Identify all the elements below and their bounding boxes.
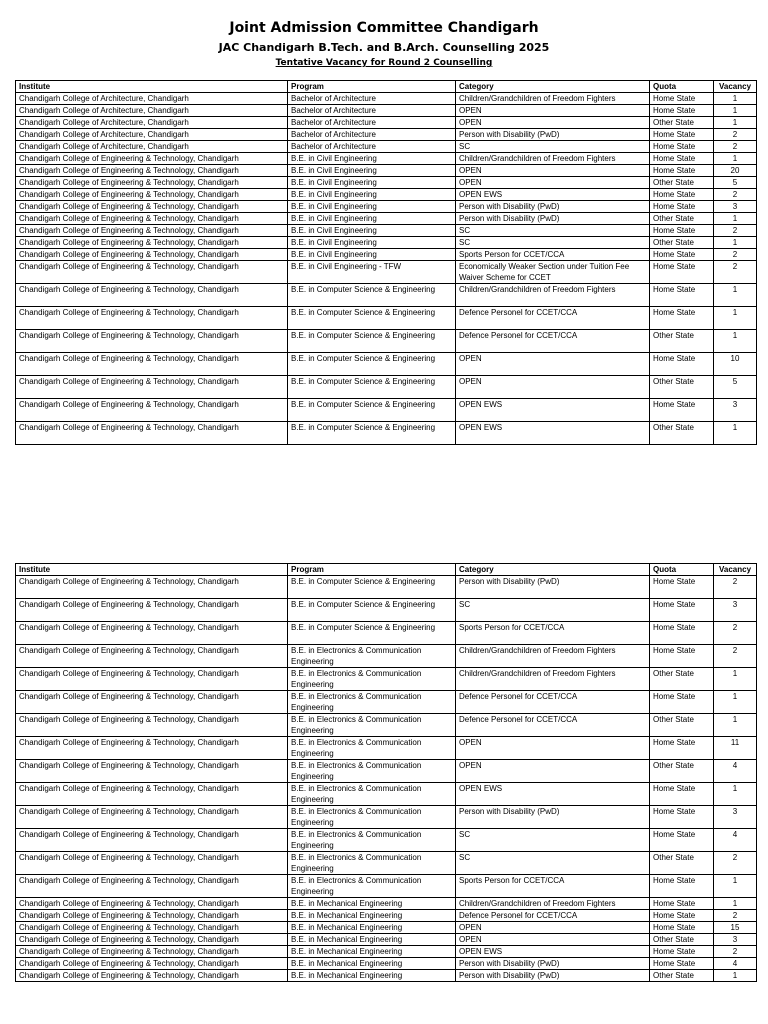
cell-vacancy: 3 bbox=[714, 201, 757, 213]
cell-vacancy: 2 bbox=[714, 129, 757, 141]
cell-institute: Chandigarh College of Engineering & Technology, Chandigarh bbox=[16, 829, 288, 852]
vacancy-table-2 bbox=[15, 563, 757, 982]
cell-vacancy: 3 bbox=[714, 399, 757, 422]
cell-institute: Chandigarh College of Engineering & Technology, Chandigarh bbox=[16, 760, 288, 783]
cell-quota: Other State bbox=[650, 714, 714, 737]
cell-program: B.E. in Civil Engineering bbox=[288, 213, 456, 225]
table-row bbox=[16, 201, 757, 213]
cell-vacancy: 1 bbox=[714, 783, 757, 806]
cell-quota: Other State bbox=[650, 177, 714, 189]
cell-category: OPEN bbox=[456, 105, 650, 117]
cell-program: Bachelor of Architecture bbox=[288, 117, 456, 129]
cell-category: SC bbox=[456, 225, 650, 237]
cell-program: B.E. in Computer Science & Engineering bbox=[288, 576, 456, 599]
table-row bbox=[16, 852, 757, 875]
cell-quota: Home State bbox=[650, 806, 714, 829]
cell-vacancy: 1 bbox=[714, 307, 757, 330]
table-row bbox=[16, 261, 757, 284]
cell-program: Bachelor of Architecture bbox=[288, 141, 456, 153]
table-row bbox=[16, 189, 757, 201]
cell-quota: Other State bbox=[650, 117, 714, 129]
cell-institute: Chandigarh College of Engineering & Technology, Chandigarh bbox=[16, 153, 288, 165]
cell-vacancy: 2 bbox=[714, 946, 757, 958]
cell-institute: Chandigarh College of Engineering & Technology, Chandigarh bbox=[16, 946, 288, 958]
cell-vacancy: 3 bbox=[714, 934, 757, 946]
cell-program: B.E. in Civil Engineering bbox=[288, 237, 456, 249]
cell-program: B.E. in Civil Engineering - TFW bbox=[288, 261, 456, 284]
table-row bbox=[16, 213, 757, 225]
cell-category: Person with Disability (PwD) bbox=[456, 806, 650, 829]
cell-program: B.E. in Civil Engineering bbox=[288, 165, 456, 177]
col-quota: Quota bbox=[650, 564, 714, 576]
cell-quota: Home State bbox=[650, 261, 714, 284]
table-row bbox=[16, 922, 757, 934]
table-row bbox=[16, 330, 757, 353]
cell-program: B.E. in Computer Science & Engineering bbox=[288, 599, 456, 622]
cell-category: SC bbox=[456, 829, 650, 852]
cell-institute: Chandigarh College of Engineering & Technology, Chandigarh bbox=[16, 910, 288, 922]
cell-institute: Chandigarh College of Engineering & Technology, Chandigarh bbox=[16, 213, 288, 225]
cell-program: B.E. in Computer Science & Engineering bbox=[288, 376, 456, 399]
cell-vacancy: 15 bbox=[714, 922, 757, 934]
cell-institute: Chandigarh College of Engineering & Technology, Chandigarh bbox=[16, 691, 288, 714]
table-row bbox=[16, 622, 757, 645]
cell-quota: Home State bbox=[650, 910, 714, 922]
cell-vacancy: 1 bbox=[714, 93, 757, 105]
cell-quota: Home State bbox=[650, 898, 714, 910]
cell-vacancy: 1 bbox=[714, 714, 757, 737]
table-row bbox=[16, 760, 757, 783]
cell-category: Children/Grandchildren of Freedom Fighters bbox=[456, 668, 650, 691]
table-row bbox=[16, 376, 757, 399]
cell-vacancy: 2 bbox=[714, 910, 757, 922]
cell-institute: Chandigarh College of Engineering & Technology, Chandigarh bbox=[16, 783, 288, 806]
table-row bbox=[16, 353, 757, 376]
cell-program: B.E. in Electronics & Communication Engineering bbox=[288, 714, 456, 737]
table-row bbox=[16, 153, 757, 165]
cell-vacancy: 1 bbox=[714, 105, 757, 117]
col-category: Category bbox=[456, 81, 650, 93]
cell-vacancy: 1 bbox=[714, 875, 757, 898]
cell-institute: Chandigarh College of Engineering & Technology, Chandigarh bbox=[16, 177, 288, 189]
cell-program: B.E. in Civil Engineering bbox=[288, 189, 456, 201]
cell-institute: Chandigarh College of Engineering & Technology, Chandigarh bbox=[16, 576, 288, 599]
page-title: Joint Admission Committee Chandigarh bbox=[229, 20, 539, 36]
table-row bbox=[16, 117, 757, 129]
cell-category: Person with Disability (PwD) bbox=[456, 576, 650, 599]
table-row bbox=[16, 783, 757, 806]
cell-quota: Home State bbox=[650, 829, 714, 852]
cell-quota: Home State bbox=[650, 353, 714, 376]
cell-category: Defence Personel for CCET/CCA bbox=[456, 714, 650, 737]
cell-quota: Home State bbox=[650, 599, 714, 622]
cell-quota: Other State bbox=[650, 422, 714, 445]
cell-vacancy: 4 bbox=[714, 829, 757, 852]
cell-institute: Chandigarh College of Architecture, Chandigarh bbox=[16, 129, 288, 141]
table-caption: Tentative Vacancy for Round 2 Counselling bbox=[275, 58, 493, 68]
cell-program: B.E. in Mechanical Engineering bbox=[288, 946, 456, 958]
cell-quota: Other State bbox=[650, 934, 714, 946]
cell-category: Defence Personel for CCET/CCA bbox=[456, 307, 650, 330]
cell-institute: Chandigarh College of Engineering & Technology, Chandigarh bbox=[16, 165, 288, 177]
cell-category: OPEN bbox=[456, 177, 650, 189]
cell-institute: Chandigarh College of Engineering & Technology, Chandigarh bbox=[16, 934, 288, 946]
cell-program: B.E. in Electronics & Communication Engineering bbox=[288, 645, 456, 668]
table-row bbox=[16, 249, 757, 261]
cell-quota: Home State bbox=[650, 284, 714, 307]
col-category: Category bbox=[456, 564, 650, 576]
table-row bbox=[16, 645, 757, 668]
cell-program: B.E. in Computer Science & Engineering bbox=[288, 307, 456, 330]
cell-vacancy: 2 bbox=[714, 225, 757, 237]
cell-category: Children/Grandchildren of Freedom Fighters bbox=[456, 153, 650, 165]
table-row bbox=[16, 177, 757, 189]
cell-program: B.E. in Computer Science & Engineering bbox=[288, 622, 456, 645]
cell-institute: Chandigarh College of Engineering & Technology, Chandigarh bbox=[16, 189, 288, 201]
cell-quota: Home State bbox=[650, 165, 714, 177]
cell-vacancy: 20 bbox=[714, 165, 757, 177]
table-row bbox=[16, 829, 757, 852]
cell-quota: Home State bbox=[650, 576, 714, 599]
table-row bbox=[16, 714, 757, 737]
cell-quota: Home State bbox=[650, 249, 714, 261]
table-row bbox=[16, 422, 757, 445]
cell-category: Economically Weaker Section under Tuition Fee Waiver Scheme for CCET bbox=[456, 261, 650, 284]
cell-program: B.E. in Civil Engineering bbox=[288, 249, 456, 261]
cell-institute: Chandigarh College of Engineering & Technology, Chandigarh bbox=[16, 958, 288, 970]
cell-category: Person with Disability (PwD) bbox=[456, 970, 650, 982]
cell-category: Person with Disability (PwD) bbox=[456, 201, 650, 213]
cell-quota: Home State bbox=[650, 153, 714, 165]
cell-vacancy: 1 bbox=[714, 117, 757, 129]
cell-category: OPEN bbox=[456, 934, 650, 946]
col-vacancy: Vacancy bbox=[714, 564, 757, 576]
cell-vacancy: 2 bbox=[714, 852, 757, 875]
cell-category: Defence Personel for CCET/CCA bbox=[456, 910, 650, 922]
col-program: Program bbox=[288, 564, 456, 576]
cell-institute: Chandigarh College of Engineering & Technology, Chandigarh bbox=[16, 898, 288, 910]
col-quota: Quota bbox=[650, 81, 714, 93]
cell-vacancy: 1 bbox=[714, 237, 757, 249]
cell-vacancy: 1 bbox=[714, 422, 757, 445]
cell-quota: Home State bbox=[650, 783, 714, 806]
cell-category: OPEN bbox=[456, 353, 650, 376]
cell-program: Bachelor of Architecture bbox=[288, 129, 456, 141]
cell-institute: Chandigarh College of Engineering & Technology, Chandigarh bbox=[16, 599, 288, 622]
cell-category: SC bbox=[456, 141, 650, 153]
table-row bbox=[16, 934, 757, 946]
cell-category: OPEN bbox=[456, 922, 650, 934]
cell-vacancy: 2 bbox=[714, 261, 757, 284]
cell-program: B.E. in Electronics & Communication Engineering bbox=[288, 806, 456, 829]
cell-program: B.E. in Electronics & Communication Engineering bbox=[288, 668, 456, 691]
cell-vacancy: 3 bbox=[714, 599, 757, 622]
cell-vacancy: 2 bbox=[714, 141, 757, 153]
cell-vacancy: 4 bbox=[714, 760, 757, 783]
table-row bbox=[16, 946, 757, 958]
cell-vacancy: 1 bbox=[714, 284, 757, 307]
cell-program: B.E. in Electronics & Communication Engineering bbox=[288, 760, 456, 783]
cell-institute: Chandigarh College of Engineering & Technology, Chandigarh bbox=[16, 714, 288, 737]
cell-institute: Chandigarh College of Engineering & Technology, Chandigarh bbox=[16, 852, 288, 875]
col-institute: Institute bbox=[16, 81, 288, 93]
cell-institute: Chandigarh College of Engineering & Technology, Chandigarh bbox=[16, 922, 288, 934]
cell-institute: Chandigarh College of Engineering & Technology, Chandigarh bbox=[16, 201, 288, 213]
cell-category: OPEN EWS bbox=[456, 399, 650, 422]
cell-institute: Chandigarh College of Engineering & Technology, Chandigarh bbox=[16, 668, 288, 691]
cell-program: B.E. in Computer Science & Engineering bbox=[288, 422, 456, 445]
cell-institute: Chandigarh College of Architecture, Chandigarh bbox=[16, 141, 288, 153]
cell-program: Bachelor of Architecture bbox=[288, 105, 456, 117]
cell-quota: Home State bbox=[650, 225, 714, 237]
cell-program: B.E. in Computer Science & Engineering bbox=[288, 330, 456, 353]
cell-quota: Home State bbox=[650, 737, 714, 760]
cell-category: OPEN EWS bbox=[456, 189, 650, 201]
cell-category: OPEN bbox=[456, 165, 650, 177]
cell-institute: Chandigarh College of Architecture, Chandigarh bbox=[16, 117, 288, 129]
cell-program: Bachelor of Architecture bbox=[288, 93, 456, 105]
cell-vacancy: 4 bbox=[714, 958, 757, 970]
cell-category: SC bbox=[456, 599, 650, 622]
cell-quota: Home State bbox=[650, 958, 714, 970]
cell-quota: Home State bbox=[650, 141, 714, 153]
cell-institute: Chandigarh College of Engineering & Technology, Chandigarh bbox=[16, 645, 288, 668]
table-row bbox=[16, 576, 757, 599]
col-program: Program bbox=[288, 81, 456, 93]
table-row bbox=[16, 307, 757, 330]
cell-quota: Home State bbox=[650, 93, 714, 105]
cell-institute: Chandigarh College of Engineering & Technology, Chandigarh bbox=[16, 237, 288, 249]
cell-program: B.E. in Electronics & Communication Engineering bbox=[288, 783, 456, 806]
cell-program: B.E. in Civil Engineering bbox=[288, 153, 456, 165]
cell-institute: Chandigarh College of Engineering & Technology, Chandigarh bbox=[16, 422, 288, 445]
cell-vacancy: 1 bbox=[714, 153, 757, 165]
table-row bbox=[16, 599, 757, 622]
cell-institute: Chandigarh College of Engineering & Technology, Chandigarh bbox=[16, 622, 288, 645]
cell-institute: Chandigarh College of Architecture, Chandigarh bbox=[16, 105, 288, 117]
cell-institute: Chandigarh College of Engineering & Technology, Chandigarh bbox=[16, 249, 288, 261]
cell-category: Children/Grandchildren of Freedom Fighters bbox=[456, 93, 650, 105]
cell-vacancy: 5 bbox=[714, 376, 757, 399]
cell-category: Children/Grandchildren of Freedom Fighters bbox=[456, 284, 650, 307]
table-row bbox=[16, 806, 757, 829]
cell-institute: Chandigarh College of Engineering & Technology, Chandigarh bbox=[16, 875, 288, 898]
cell-category: OPEN EWS bbox=[456, 783, 650, 806]
cell-category: Person with Disability (PwD) bbox=[456, 213, 650, 225]
cell-quota: Home State bbox=[650, 691, 714, 714]
cell-institute: Chandigarh College of Engineering & Technology, Chandigarh bbox=[16, 307, 288, 330]
cell-category: OPEN bbox=[456, 737, 650, 760]
cell-program: B.E. in Civil Engineering bbox=[288, 177, 456, 189]
cell-vacancy: 1 bbox=[714, 691, 757, 714]
cell-quota: Home State bbox=[650, 201, 714, 213]
cell-institute: Chandigarh College of Engineering & Technology, Chandigarh bbox=[16, 970, 288, 982]
cell-institute: Chandigarh College of Engineering & Technology, Chandigarh bbox=[16, 399, 288, 422]
cell-program: B.E. in Mechanical Engineering bbox=[288, 898, 456, 910]
cell-institute: Chandigarh College of Engineering & Technology, Chandigarh bbox=[16, 261, 288, 284]
cell-institute: Chandigarh College of Engineering & Technology, Chandigarh bbox=[16, 376, 288, 399]
table-row bbox=[16, 237, 757, 249]
cell-institute: Chandigarh College of Engineering & Technology, Chandigarh bbox=[16, 806, 288, 829]
cell-program: B.E. in Mechanical Engineering bbox=[288, 922, 456, 934]
cell-category: Defence Personel for CCET/CCA bbox=[456, 691, 650, 714]
cell-category: Defence Personel for CCET/CCA bbox=[456, 330, 650, 353]
table-row bbox=[16, 93, 757, 105]
cell-vacancy: 1 bbox=[714, 213, 757, 225]
table-row bbox=[16, 958, 757, 970]
cell-quota: Other State bbox=[650, 213, 714, 225]
table-row bbox=[16, 898, 757, 910]
cell-category: Person with Disability (PwD) bbox=[456, 958, 650, 970]
cell-vacancy: 2 bbox=[714, 645, 757, 668]
table-row bbox=[16, 225, 757, 237]
cell-quota: Home State bbox=[650, 307, 714, 330]
cell-program: B.E. in Electronics & Communication Engineering bbox=[288, 691, 456, 714]
table-row bbox=[16, 970, 757, 982]
cell-category: Sports Person for CCET/CCA bbox=[456, 622, 650, 645]
cell-quota: Home State bbox=[650, 875, 714, 898]
cell-quota: Home State bbox=[650, 105, 714, 117]
table-row bbox=[16, 691, 757, 714]
table-header-row bbox=[16, 81, 757, 93]
cell-category: OPEN EWS bbox=[456, 422, 650, 445]
table-row bbox=[16, 105, 757, 117]
cell-category: Person with Disability (PwD) bbox=[456, 129, 650, 141]
cell-quota: Home State bbox=[650, 189, 714, 201]
cell-program: B.E. in Civil Engineering bbox=[288, 201, 456, 213]
table-row bbox=[16, 284, 757, 307]
cell-program: B.E. in Mechanical Engineering bbox=[288, 934, 456, 946]
cell-quota: Home State bbox=[650, 922, 714, 934]
cell-program: B.E. in Mechanical Engineering bbox=[288, 958, 456, 970]
cell-quota: Other State bbox=[650, 376, 714, 399]
cell-quota: Other State bbox=[650, 852, 714, 875]
cell-institute: Chandigarh College of Architecture, Chandigarh bbox=[16, 93, 288, 105]
cell-vacancy: 3 bbox=[714, 806, 757, 829]
cell-program: B.E. in Mechanical Engineering bbox=[288, 910, 456, 922]
cell-category: OPEN bbox=[456, 117, 650, 129]
cell-quota: Other State bbox=[650, 760, 714, 783]
cell-institute: Chandigarh College of Engineering & Technology, Chandigarh bbox=[16, 330, 288, 353]
table-row bbox=[16, 668, 757, 691]
cell-category: OPEN EWS bbox=[456, 946, 650, 958]
cell-vacancy: 1 bbox=[714, 668, 757, 691]
cell-program: B.E. in Electronics & Communication Engineering bbox=[288, 737, 456, 760]
cell-vacancy: 2 bbox=[714, 622, 757, 645]
table-row bbox=[16, 910, 757, 922]
cell-category: Sports Person for CCET/CCA bbox=[456, 875, 650, 898]
cell-category: SC bbox=[456, 852, 650, 875]
cell-category: Children/Grandchildren of Freedom Fighters bbox=[456, 898, 650, 910]
cell-institute: Chandigarh College of Engineering & Technology, Chandigarh bbox=[16, 225, 288, 237]
cell-vacancy: 1 bbox=[714, 330, 757, 353]
cell-category: SC bbox=[456, 237, 650, 249]
cell-quota: Home State bbox=[650, 622, 714, 645]
table-header-row bbox=[16, 564, 757, 576]
table-row bbox=[16, 399, 757, 422]
cell-program: B.E. in Computer Science & Engineering bbox=[288, 353, 456, 376]
cell-category: Children/Grandchildren of Freedom Fighters bbox=[456, 645, 650, 668]
cell-program: B.E. in Electronics & Communication Engineering bbox=[288, 875, 456, 898]
cell-quota: Other State bbox=[650, 330, 714, 353]
col-vacancy: Vacancy bbox=[714, 81, 757, 93]
col-institute: Institute bbox=[16, 564, 288, 576]
cell-category: Sports Person for CCET/CCA bbox=[456, 249, 650, 261]
cell-vacancy: 2 bbox=[714, 576, 757, 599]
vacancy-table-1 bbox=[15, 80, 757, 445]
cell-vacancy: 5 bbox=[714, 177, 757, 189]
cell-program: B.E. in Electronics & Communication Engineering bbox=[288, 829, 456, 852]
table-row bbox=[16, 141, 757, 153]
cell-institute: Chandigarh College of Engineering & Technology, Chandigarh bbox=[16, 737, 288, 760]
cell-program: B.E. in Computer Science & Engineering bbox=[288, 284, 456, 307]
cell-quota: Home State bbox=[650, 399, 714, 422]
table-row bbox=[16, 737, 757, 760]
cell-vacancy: 2 bbox=[714, 249, 757, 261]
table-row bbox=[16, 165, 757, 177]
cell-vacancy: 1 bbox=[714, 970, 757, 982]
cell-quota: Other State bbox=[650, 237, 714, 249]
page-subtitle: JAC Chandigarh B.Tech. and B.Arch. Counselling 2025 bbox=[218, 41, 550, 54]
cell-institute: Chandigarh College of Engineering & Technology, Chandigarh bbox=[16, 284, 288, 307]
cell-quota: Other State bbox=[650, 668, 714, 691]
cell-vacancy: 11 bbox=[714, 737, 757, 760]
cell-program: B.E. in Civil Engineering bbox=[288, 225, 456, 237]
cell-quota: Home State bbox=[650, 645, 714, 668]
cell-institute: Chandigarh College of Engineering & Technology, Chandigarh bbox=[16, 353, 288, 376]
cell-category: OPEN bbox=[456, 376, 650, 399]
cell-vacancy: 1 bbox=[714, 898, 757, 910]
table-row bbox=[16, 875, 757, 898]
cell-category: OPEN bbox=[456, 760, 650, 783]
cell-quota: Home State bbox=[650, 129, 714, 141]
cell-program: B.E. in Electronics & Communication Engineering bbox=[288, 852, 456, 875]
table-row bbox=[16, 129, 757, 141]
cell-quota: Home State bbox=[650, 946, 714, 958]
cell-program: B.E. in Computer Science & Engineering bbox=[288, 399, 456, 422]
cell-program: B.E. in Mechanical Engineering bbox=[288, 970, 456, 982]
cell-quota: Other State bbox=[650, 970, 714, 982]
cell-vacancy: 10 bbox=[714, 353, 757, 376]
cell-vacancy: 2 bbox=[714, 189, 757, 201]
